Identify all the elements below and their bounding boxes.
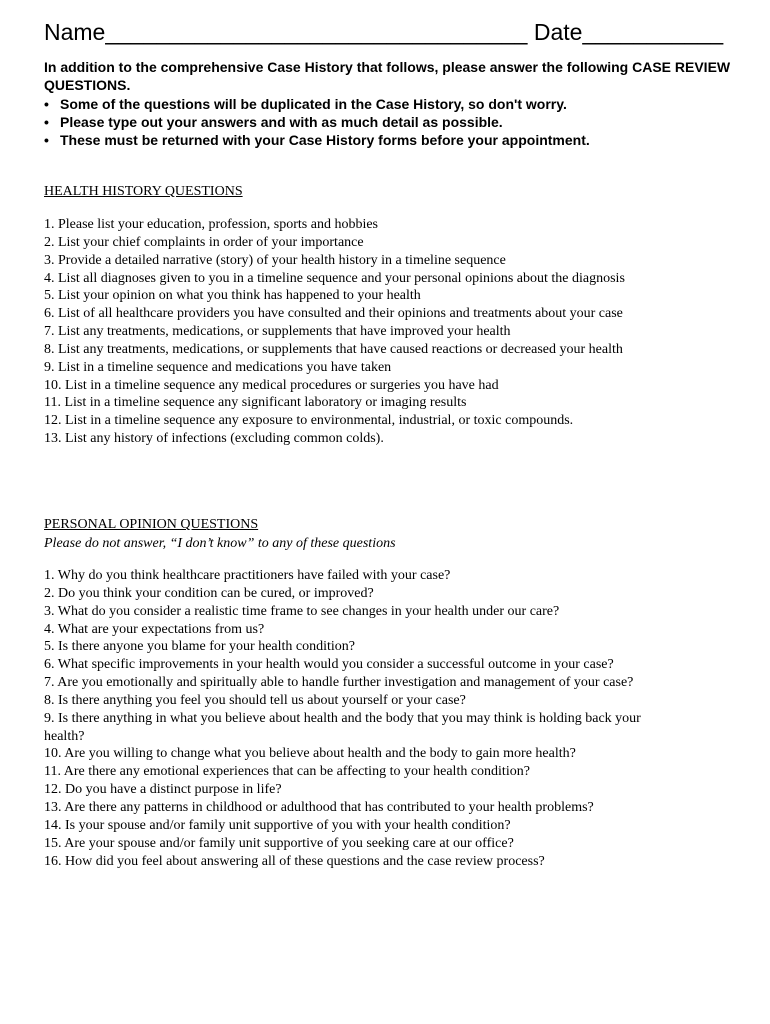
personal-opinion-title: PERSONAL OPINION QUESTIONS <box>44 517 259 532</box>
question-item: 8. List any treatments, medications, or supplements that have caused reactions or decreased your health <box>44 341 623 357</box>
name-date-header: Name_________________________________ Date___________ <box>44 19 724 45</box>
intro-bullet-text: Some of the questions will be duplicated in the Case History, so don't worry. <box>60 95 567 112</box>
question-item: 5. List your opinion on what you think has happened to your health <box>44 288 421 304</box>
question-item: 7. List any treatments, medications, or supplements that have improved your health <box>44 324 511 340</box>
question-item: 10. Are you willing to change what you believe about health and the body to gain more health? <box>44 746 576 762</box>
question-item: 8. Is there anything you feel you should tell us about yourself or your case? <box>44 692 466 708</box>
health-history-title: HEALTH HISTORY QUESTIONS <box>44 184 243 199</box>
bullet-icon: • <box>44 113 49 130</box>
question-item: 7. Are you emotionally and spiritually able to handle further investigation and management of your case? <box>44 675 634 691</box>
personal-opinion-questions <box>44 567 684 870</box>
question-item: 4. List all diagnoses given to you in a timeline sequence and your personal opinions about the diagnosis <box>44 270 625 286</box>
intro-bullet-text: Please type out your answers and with as much detail as possible. <box>60 113 503 130</box>
question-item: 12. Do you have a distinct purpose in life? <box>44 782 282 798</box>
question-item: 3. Provide a detailed narrative (story) of your health history in a timeline sequence <box>44 252 506 268</box>
question-item: 13. List any history of infections (excluding common colds). <box>44 431 384 447</box>
health-history-questions <box>44 216 684 448</box>
question-item: 13. Are there any patterns in childhood or adulthood that has contributed to your health problems? <box>44 799 594 815</box>
question-item: 6. List of all healthcare providers you have consulted and their opinions and treatments about your case <box>44 306 623 322</box>
question-item: 3. What do you consider a realistic time frame to see changes in your health under our care? <box>44 603 560 619</box>
intro-lead: In addition to the comprehensive Case History that follows, please answer the following CASE REVIEW QUESTIONS. <box>44 59 731 94</box>
question-item: 12. List in a timeline sequence any exposure to environmental, industrial, or toxic compounds. <box>44 413 574 429</box>
bullet-icon: • <box>44 132 49 149</box>
question-item: 1. Why do you think healthcare practitioners have failed with your case? <box>44 568 451 583</box>
bullet-icon: • <box>44 95 49 112</box>
question-item: 16. How did you feel about answering all of these questions and the case review process? <box>44 853 545 869</box>
intro-bullet <box>44 113 744 131</box>
question-item: 9. Is there anything in what you believe about health and the body that you may think is holding back your health? <box>44 710 641 744</box>
question-item: 10. List in a timeline sequence any medical procedures or surgeries you have had <box>44 377 499 393</box>
question-item: 11. List in a timeline sequence any significant laboratory or imaging results <box>44 395 467 411</box>
intro-bullet <box>44 131 744 149</box>
question-item: 2. Do you think your condition can be cured, or improved? <box>44 585 374 601</box>
question-item: 5. Is there anyone you blame for your health condition? <box>44 639 356 655</box>
question-item: 2. List your chief complaints in order of your importance <box>44 234 364 250</box>
question-item: 4. What are your expectations from us? <box>44 621 265 637</box>
question-item: 14. Is your spouse and/or family unit supportive of you with your health condition? <box>44 817 511 833</box>
personal-opinion-subtitle: Please do not answer, “I don’t know” to any of these questions <box>44 536 396 551</box>
question-item: 1. Please list your education, profession, sports and hobbies <box>44 217 379 232</box>
question-item: 15. Are your spouse and/or family unit supportive of you seeking care at our office? <box>44 835 514 851</box>
intro-instructions <box>44 58 744 149</box>
question-item: 9. List in a timeline sequence and medications you have taken <box>44 359 392 375</box>
intro-bullet-text: These must be returned with your Case History forms before your appointment. <box>60 132 590 149</box>
intro-bullet <box>44 95 744 113</box>
question-item: 11. Are there any emotional experiences that can be affecting to your health condition? <box>44 764 530 780</box>
question-item: 6. What specific improvements in your health would you consider a successful outcome in your case? <box>44 657 614 673</box>
